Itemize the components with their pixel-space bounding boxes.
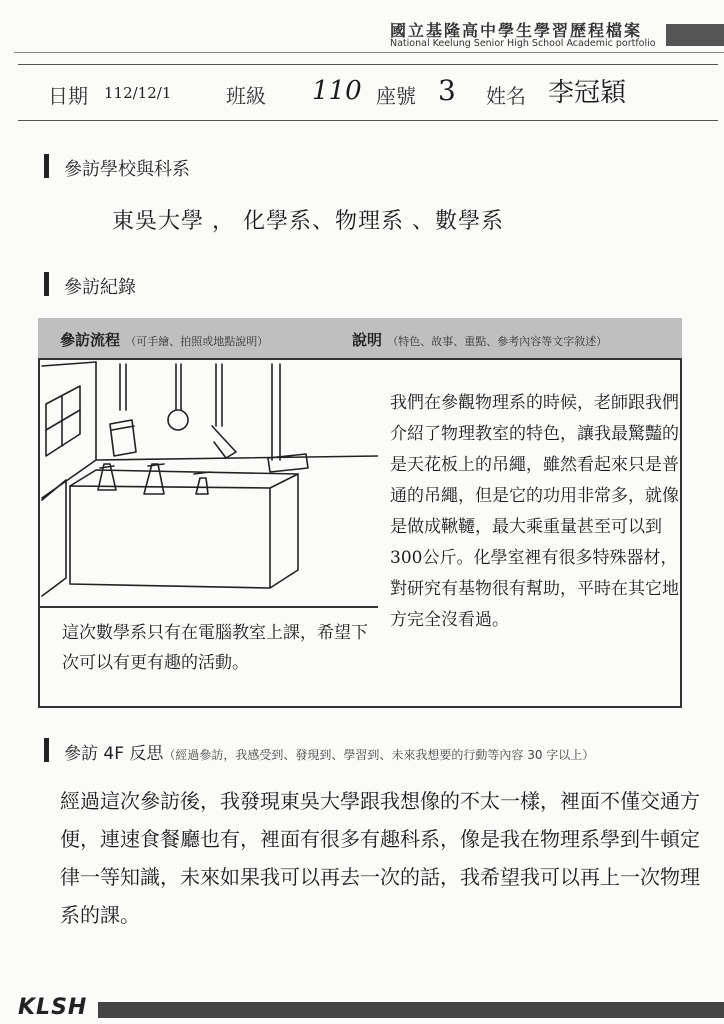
math-department-note: 這次數學系只有在電腦教室上課，希望下次可以有更有趣的活動。: [62, 623, 368, 673]
date-label: 日期: [48, 84, 88, 108]
column-description-note: （特色、故事、重點、參考內容等文字敘述）: [387, 335, 608, 348]
header-title-zh: 國立基隆高中學生學習歷程檔案: [390, 21, 643, 40]
physics-department-note: 我們在參觀物理系的時候，老師跟我們介紹了物理教室的特色，讓我最驚豔的是天花板上的吊繩，雖然看起來只是普通的吊繩，但是它的功用非常多，就像是做成鞦韆，最大乘重量甚至可以到300公斤。化學室裡有很多特殊器材，對研究有基物很有幫助，平時在其它地方完全沒看過。: [390, 393, 679, 630]
column-header-description: [352, 329, 607, 350]
reflection-content: 經過這次參訪後，我發現東吳大學跟我想像的不太一樣，裡面不僅交通方便，連速食餐廳也有，裡面有很多有趣科系，像是我在物理系學到牛頓定律一等知識，未來如果我可以再去一次的話，我希望我可以再上一次物理系的課。: [60, 789, 700, 927]
section-title-record: 參訪紀錄: [64, 277, 136, 298]
class-value: 110: [312, 76, 362, 106]
section-marker: [44, 272, 49, 296]
section-title-schools: 參訪學校與科系: [64, 159, 190, 180]
schools-content: 東吳大學 ， 化學系、物理系 、數學系: [112, 209, 504, 234]
classroom-sketch: [40, 360, 378, 606]
column-header-flow: [60, 329, 268, 350]
section-marker: [44, 738, 49, 762]
column-description-title: 說明: [352, 331, 383, 349]
name-label: 姓名: [486, 84, 526, 108]
sketch-divider: [40, 606, 378, 608]
section-title-reflection: [64, 739, 594, 764]
seat-value: 3: [438, 74, 456, 107]
name-value: 李冠穎: [548, 78, 627, 108]
info-row-top-line: [18, 64, 718, 65]
date-value: 112/12/1: [104, 84, 172, 102]
header-divider: [14, 52, 724, 53]
footer-decor-bar: [98, 1002, 724, 1018]
reflection-instructions: （經過參訪，我感受到、發現到、學習到、未來我想要的行動等內容 30 字以上）: [163, 748, 595, 762]
header-title-en: National Keelung Senior High School Academic portfolio: [390, 38, 656, 49]
reflection-title: 參訪 4F 反思: [64, 744, 164, 764]
seat-label: 座號: [376, 84, 416, 108]
section-marker: [44, 154, 49, 178]
column-flow-title: 參訪流程: [60, 331, 121, 349]
class-label: 班級: [226, 84, 266, 108]
school-logo-text: KLSH: [18, 995, 88, 1020]
header-decor-bar: [666, 24, 724, 46]
column-flow-note: （可手繪、拍照或地點說明）: [125, 335, 269, 348]
info-row-bottom-line: [18, 120, 718, 121]
